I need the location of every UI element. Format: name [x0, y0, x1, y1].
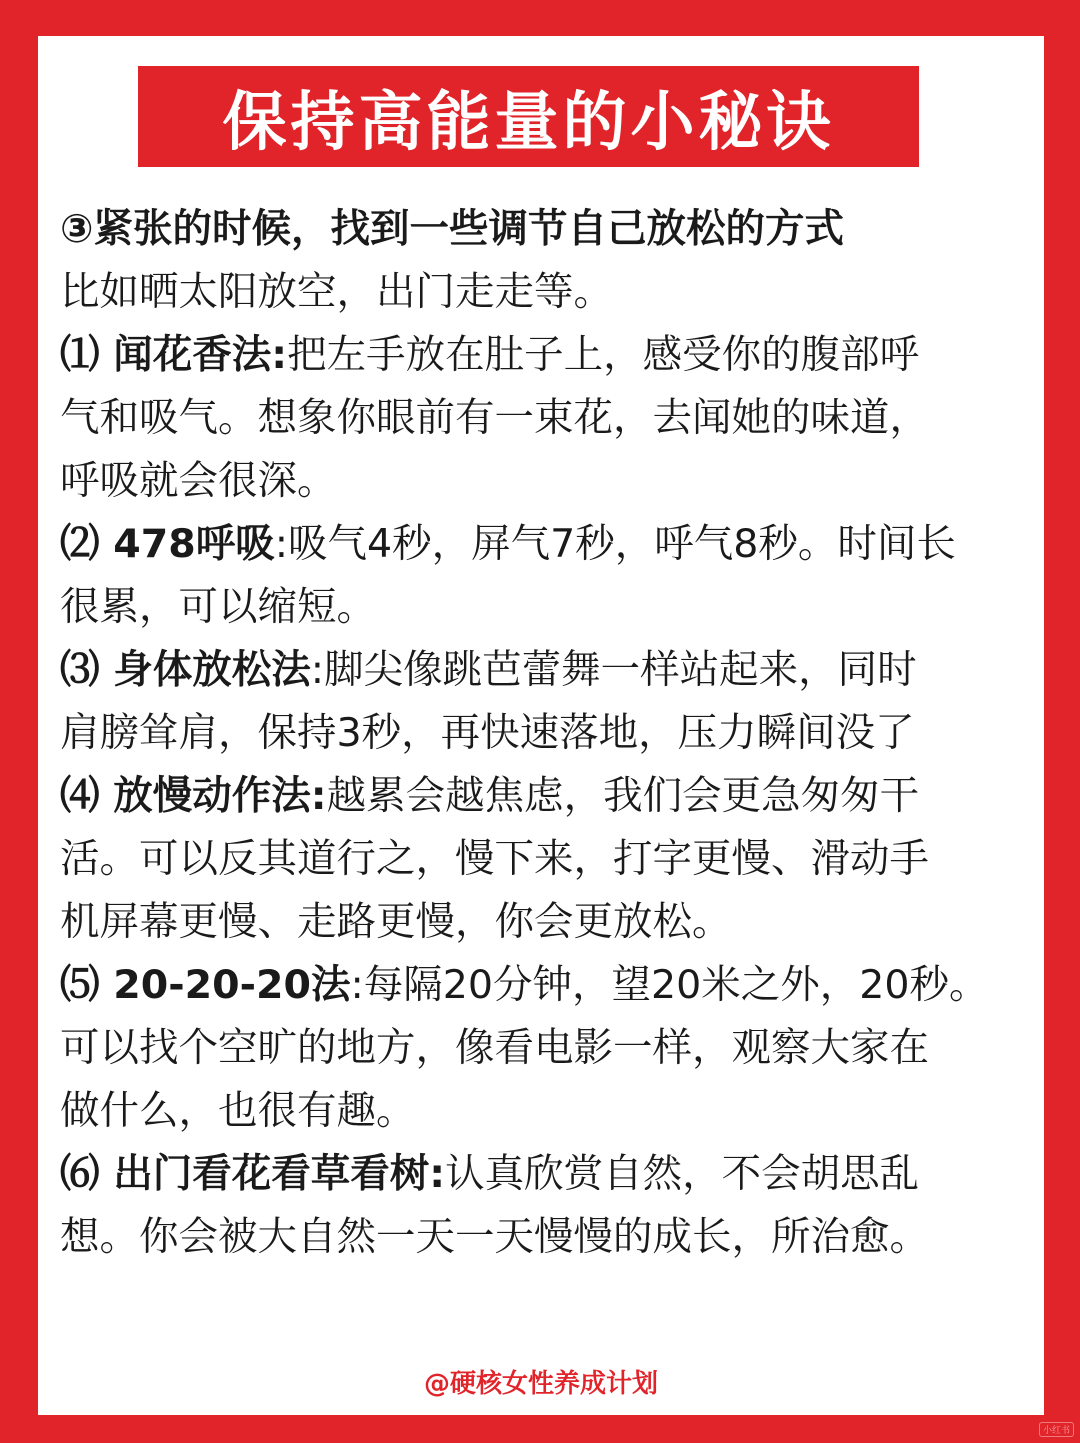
list-item [60, 513, 1020, 576]
item-text: 可以找个空旷的地方，像看电影一样，观察大家在 [60, 1025, 929, 1071]
item-label: ⑸ 20-20-20法 [60, 962, 351, 1008]
item-text: 想。你会被大自然一天一天慢慢的成长，所治愈。 [60, 1214, 929, 1260]
content-card [38, 36, 1044, 1415]
section-heading: ③紧张的时候，找到一些调节自己放松的方式 [60, 206, 844, 252]
item-text: 呼吸就会很深。 [60, 458, 337, 504]
article-body [60, 198, 1020, 1269]
list-item [60, 954, 1020, 1017]
item-text: 气和吸气。想象你眼前有一束花，去闻她的味道， [60, 395, 929, 441]
item-text: 认真欣赏自然，不会胡思乱 [445, 1151, 920, 1197]
page-title: 保持高能量的小秘诀 [222, 85, 835, 160]
intro-text: 比如晒太阳放空，出门走走等。 [60, 269, 613, 315]
item-text: 机屏幕更慢、走路更慢，你会更放松。 [60, 899, 732, 945]
item-label: ⑵ 478呼吸 [60, 521, 275, 567]
list-item [60, 765, 1020, 828]
item-text: 很累，可以缩短。 [60, 584, 376, 630]
item-label: ⑷ 放慢动作法: [60, 773, 327, 819]
item-text: 做什么，也很有趣。 [60, 1088, 416, 1134]
item-text: 把左手放在肚子上，感受你的腹部呼 [287, 332, 920, 378]
item-label: ⑴ 闻花香法: [60, 332, 288, 378]
item-label: ⑹ 出门看花看草看树: [60, 1151, 446, 1197]
item-text: 活。可以反其道行之，慢下来，打字更慢、滑动手 [60, 836, 929, 882]
list-item [60, 324, 1020, 387]
list-item [60, 1143, 1020, 1206]
item-text: :脚尖像跳芭蕾舞一样站起来，同时 [310, 647, 917, 693]
item-text: :吸气4秒，屏气7秒，呼气8秒。时间长 [274, 521, 956, 567]
list-item [60, 639, 1020, 702]
item-text: :每隔20分钟，望20米之外，20秒。 [350, 962, 989, 1008]
item-text: 越累会越焦虑，我们会更急匆匆干 [326, 773, 920, 819]
title-banner [138, 66, 919, 167]
author-credit: @硬核女性养成计划 [423, 1369, 658, 1399]
item-text: 肩膀耸肩，保持3秒，再快速落地，压力瞬间没了 [60, 710, 915, 756]
item-label: ⑶ 身体放松法 [60, 647, 311, 693]
watermark-logo: 小红书 [1039, 1422, 1074, 1437]
